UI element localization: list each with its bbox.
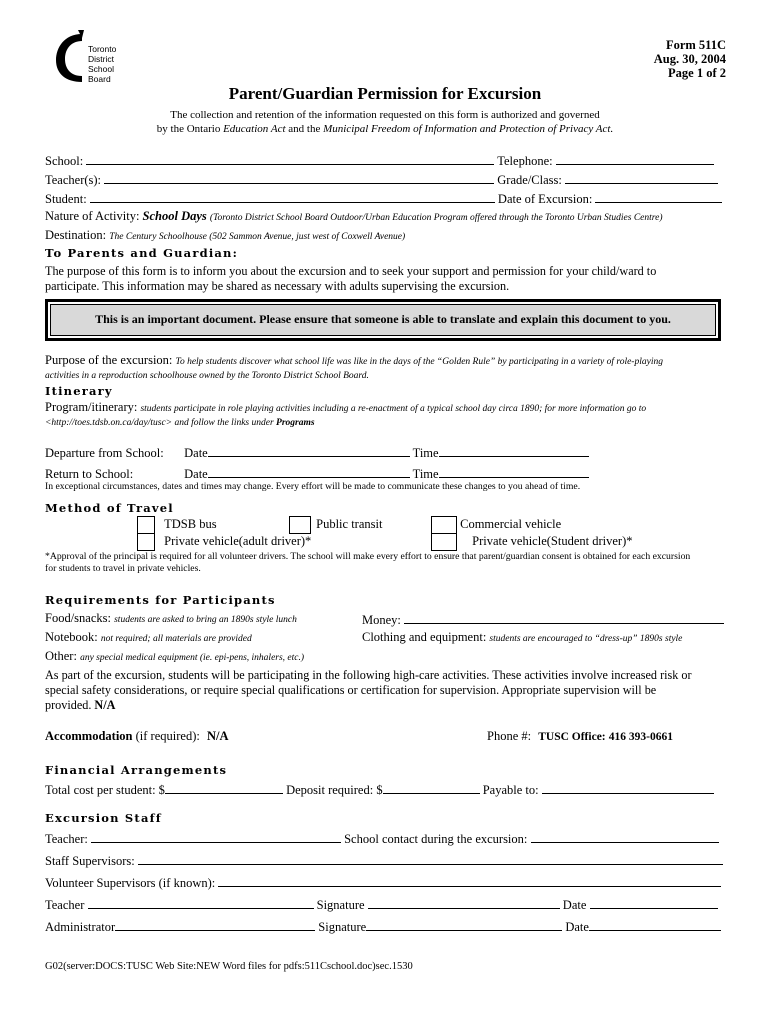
date-of-excursion-field[interactable] xyxy=(595,190,722,203)
programs-link[interactable]: Programs xyxy=(276,418,315,428)
itinerary-note: In exceptional circumstances, dates and times may change. Every effort will be made to communicate these changes to you ahead of time. xyxy=(45,481,581,492)
purpose-text: To help students discover what school life was like in the days of the “Golden Rule” by participating in a variety of role-playing xyxy=(175,357,663,367)
paragraph-line: As part of the excursion, students will be participating in the following high-care activities. These activities involve increased risk or xyxy=(45,668,692,682)
other-label: Other: xyxy=(45,649,77,663)
notebook-row xyxy=(45,630,252,645)
administrator-field[interactable] xyxy=(115,918,315,931)
accommodation-note: (if required): xyxy=(132,729,200,743)
student-label: Student: xyxy=(45,192,87,206)
payable-label: Payable to: xyxy=(482,783,539,797)
deposit-field[interactable] xyxy=(383,781,480,794)
date-label: Date xyxy=(565,920,589,934)
date-label: Date xyxy=(562,898,587,912)
itinerary-heading: Itinerary xyxy=(45,384,113,398)
paragraph-line: provided. N/A xyxy=(45,698,116,712)
notebook-label: Notebook: xyxy=(45,630,98,644)
purpose-label: Purpose of the excursion: xyxy=(45,353,173,367)
school-contact-field[interactable] xyxy=(531,830,719,843)
purpose-line xyxy=(45,353,735,369)
to-parents-heading: To Parents and Guardian: xyxy=(45,246,239,260)
food-label: Food/snacks: xyxy=(45,611,111,625)
departure-date-field[interactable] xyxy=(208,444,410,457)
logo-line: Toronto xyxy=(88,44,117,54)
teachers-field[interactable] xyxy=(104,171,494,184)
volunteer-supervisors-row xyxy=(45,874,721,891)
page-number: Page 1 of 2 xyxy=(668,66,726,80)
highcare-text xyxy=(45,668,692,713)
teacher-signature-field[interactable] xyxy=(368,896,560,909)
departure-row xyxy=(45,444,589,461)
travel-private-adult xyxy=(137,533,311,551)
commercial-checkbox[interactable] xyxy=(431,516,457,534)
to-parents-text xyxy=(45,264,656,294)
tdsb-logo xyxy=(52,30,127,86)
form-number: Form 511C xyxy=(665,38,726,52)
footer-path: G02(server:DOCS:TUSC Web Site:NEW Word files for pdfs:511Cschool.doc)sec.1530 xyxy=(45,961,413,972)
school-label: School: xyxy=(45,154,84,168)
telephone-label: Telephone: xyxy=(497,154,553,168)
clothing-label: Clothing and equipment: xyxy=(362,630,487,644)
grade-class-label: Grade/Class: xyxy=(497,173,562,187)
school-row xyxy=(45,152,714,169)
travel-commercial xyxy=(431,516,561,534)
teacher-label: Teacher: xyxy=(45,832,88,846)
purpose-block xyxy=(45,353,735,383)
clothing-value: students are encouraged to “dress-up” 1890s style xyxy=(489,634,683,644)
notebook-value: not required; all materials are provided xyxy=(100,634,252,644)
accommodation-row xyxy=(45,729,228,744)
teacher-contact-row xyxy=(45,830,719,847)
teacher-field[interactable] xyxy=(91,830,341,843)
accommodation-value: N/A xyxy=(206,729,229,743)
total-cost-label: Total cost per student: $ xyxy=(45,783,165,797)
telephone-field[interactable] xyxy=(556,152,714,165)
money-label: Money: xyxy=(362,613,401,627)
financial-heading: Financial Arrangements xyxy=(45,763,228,777)
date-of-excursion-label: Date of Excursion: xyxy=(497,192,593,206)
itinerary-block xyxy=(45,400,646,430)
destination-row xyxy=(45,228,405,243)
itinerary-line xyxy=(45,416,646,430)
staff-supervisors-row xyxy=(45,852,723,869)
teachers-label: Teacher(s): xyxy=(45,173,102,187)
teacher-signature-row xyxy=(45,896,718,913)
payable-field[interactable] xyxy=(542,781,714,794)
important-notice xyxy=(45,299,721,341)
administrator-row xyxy=(45,918,721,935)
grade-class-field[interactable] xyxy=(565,171,718,184)
school-contact-label: School contact during the excursion: xyxy=(344,832,528,846)
tdsb-bus-label: TDSB bus xyxy=(164,516,217,531)
departure-label: Departure from School: xyxy=(45,446,164,460)
paragraph-line: special safety considerations, or require special qualifications or certification for supervision. Appropriate supervision will be xyxy=(45,683,657,697)
private-adult-label: Private vehicle(adult driver)* xyxy=(164,533,312,548)
return-time-field[interactable] xyxy=(439,465,589,478)
itinerary-label: Program/itinerary: xyxy=(45,400,138,414)
staff-supervisors-field[interactable] xyxy=(138,852,723,865)
teacher2-field[interactable] xyxy=(88,896,314,909)
travel-public-transit xyxy=(289,516,382,534)
money-row xyxy=(362,611,724,628)
food-value: students are asked to bring an 1890s style lunch xyxy=(114,615,297,625)
staff-heading: Excursion Staff xyxy=(45,811,162,825)
return-label: Return to School: xyxy=(45,467,134,481)
travel-tdsb-bus xyxy=(137,516,217,534)
logo-line: District xyxy=(88,54,114,64)
itinerary-line xyxy=(45,400,646,416)
teacher-date-field[interactable] xyxy=(590,896,718,909)
financial-row xyxy=(45,781,714,798)
money-field[interactable] xyxy=(404,611,724,624)
commercial-label: Commercial vehicle xyxy=(460,516,562,531)
other-value: any special medical equipment (ie. epi-pens, inhalers, etc.) xyxy=(80,653,305,663)
itinerary-text: students participate in role playing activities including a re-enactment of a typical school day circa 1890; for more information go to xyxy=(140,404,647,414)
teacher2-label: Teacher xyxy=(45,898,85,912)
departure-time-label: Time xyxy=(412,446,439,460)
logo-text xyxy=(88,44,116,84)
highcare-value: N/A xyxy=(94,698,116,712)
phone-label: Phone #: xyxy=(487,729,532,743)
return-row xyxy=(45,465,589,482)
travel-note xyxy=(45,551,690,575)
administrator-label: Administrator xyxy=(45,920,116,934)
administrator-date-field[interactable] xyxy=(589,918,721,931)
notice-text: This is an important document. Please ensure that someone is able to translate and explain this document to you. xyxy=(50,304,716,336)
destination-label: Destination: xyxy=(45,228,107,242)
tdsb-logo-icon xyxy=(52,30,88,86)
return-date-field[interactable] xyxy=(208,465,410,478)
itinerary-text: <http://toes.tdsb.on.ca/day/tusc> and follow the links under xyxy=(45,418,277,428)
logo-line: School xyxy=(88,64,114,74)
accommodation-label: Accommodation xyxy=(45,729,133,743)
private-student-label: Private vehicle(Student driver)* xyxy=(472,533,633,548)
page-title: Parent/Guardian Permission for Excursion xyxy=(228,84,542,103)
student-row xyxy=(45,190,722,207)
private-adult-checkbox[interactable] xyxy=(137,533,155,551)
paragraph-line: The purpose of this form is to inform you about the excursion and to seek your support and permission for your child/ward to xyxy=(45,264,657,278)
other-row xyxy=(45,649,304,664)
travel-heading: Method of Travel xyxy=(45,501,174,515)
intro-line: by the Ontario Education Act and the Municipal Freedom of Information and Protection of Privacy Act. xyxy=(156,123,614,135)
public-transit-checkbox[interactable] xyxy=(289,516,311,534)
travel-note-line: for students to travel in private vehicles. xyxy=(45,563,201,574)
form-meta xyxy=(654,38,726,80)
total-cost-field[interactable] xyxy=(165,781,283,794)
student-field[interactable] xyxy=(90,190,495,203)
deposit-label: Deposit required: $ xyxy=(286,783,383,797)
nature-row xyxy=(45,209,663,224)
nature-note: (Toronto District School Board Outdoor/Urban Education Program offered through the Toronto Urban Studies Centre) xyxy=(209,213,663,223)
travel-note-line: *Approval of the principal is required for all volunteer drivers. The school will make every effort to ensure that parent/guardian consent is obtained for each excursion xyxy=(45,551,691,562)
departure-date-label: Date xyxy=(184,446,208,460)
school-field[interactable] xyxy=(86,152,494,165)
staff-supervisors-label: Staff Supervisors: xyxy=(45,854,135,868)
paragraph-line: participate. This information may be shared as necessary with adults supervising the excursion. xyxy=(45,279,510,293)
departure-time-field[interactable] xyxy=(439,444,589,457)
administrator-signature-field[interactable] xyxy=(366,918,562,931)
requirements-heading: Requirements for Participants xyxy=(45,593,276,607)
logo-line: Board xyxy=(88,74,111,84)
food-row xyxy=(45,611,297,626)
phone-value-label: TUSC Office: xyxy=(538,731,606,743)
return-date-label: Date xyxy=(184,467,208,481)
form-date: Aug. 30, 2004 xyxy=(653,52,726,66)
intro-line: The collection and retention of the information requested on this form is authorized and governed xyxy=(170,109,600,121)
teacher-row xyxy=(45,171,718,188)
purpose-text: activities in a reproduction schoolhouse owned by the Toronto District School Board. xyxy=(45,371,369,381)
volunteer-supervisors-field[interactable] xyxy=(218,874,721,887)
phone-row xyxy=(487,729,673,744)
travel-private-student xyxy=(431,533,633,551)
return-time-label: Time xyxy=(412,467,439,481)
tdsb-bus-checkbox[interactable] xyxy=(137,516,155,534)
public-transit-label: Public transit xyxy=(316,516,383,531)
nature-label: Nature of Activity: xyxy=(45,209,140,223)
volunteer-supervisors-label: Volunteer Supervisors (if known): xyxy=(45,876,216,890)
phone-value: 416 393-0661 xyxy=(608,731,673,743)
private-student-checkbox[interactable] xyxy=(431,533,457,551)
signature-label: Signature xyxy=(316,898,365,912)
clothing-row xyxy=(362,630,682,645)
signature-label: Signature xyxy=(318,920,367,934)
intro-text xyxy=(0,108,770,136)
destination-value: The Century Schoolhouse (502 Sammon Avenue, just west of Coxwell Avenue) xyxy=(109,232,406,242)
nature-value: School Days xyxy=(142,209,207,223)
